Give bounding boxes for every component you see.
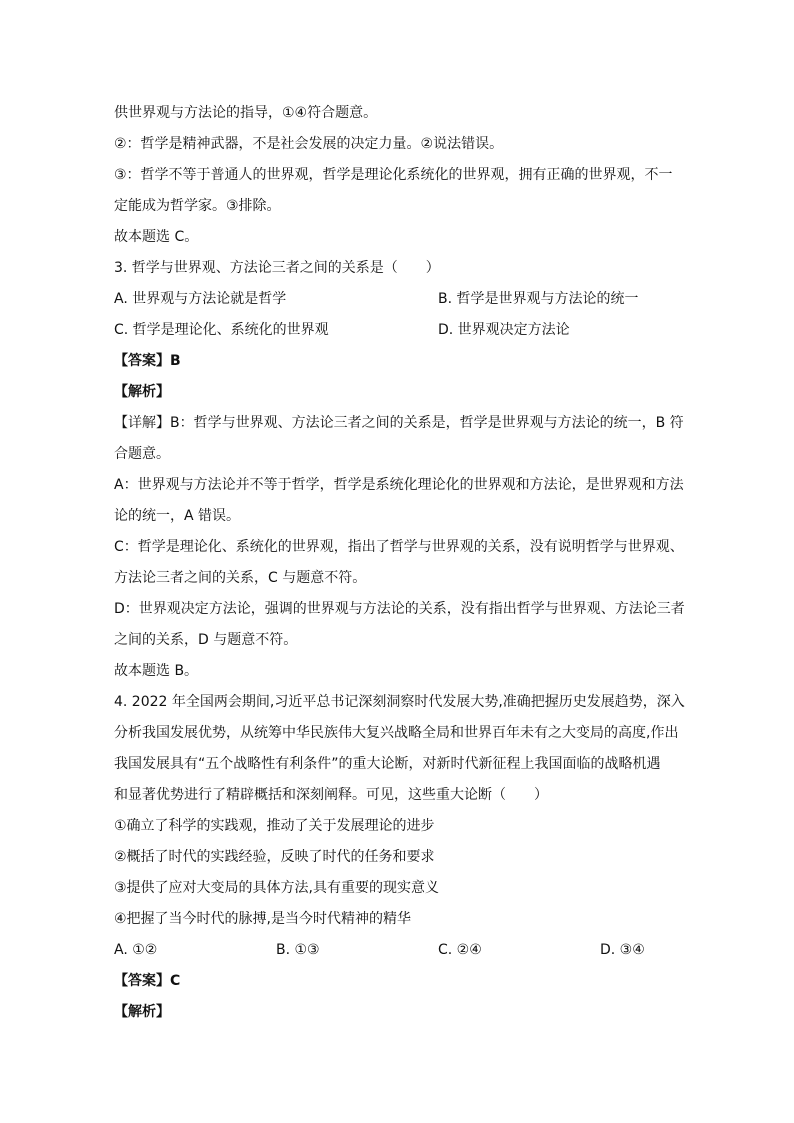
q4-option-c: C. ②④ <box>438 942 482 958</box>
prev-explanation-line: 供世界观与方法论的指导，①④符合题意。 <box>114 105 378 121</box>
q3-d-explanation: D：世界观决定方法论，强调的世界观与方法论的关系，没有指出哲学与世界观、方法论三者 <box>114 601 685 617</box>
prev-explanation-line: ②：哲学是精神武器，不是社会发展的决定力量。②说法错误。 <box>114 136 504 152</box>
q3-option-b: B. 哲学是世界观与方法论的统一 <box>438 291 639 307</box>
q4-statement-3: ③提供了应对大变局的具体方法,具有重要的现实意义 <box>114 880 439 896</box>
q4-option-a: A. ①② <box>114 942 158 958</box>
q3-a-explanation: A：世界观与方法论并不等于哲学，哲学是系统化理论化的世界观和方法论，是世界观和方法 <box>114 477 684 493</box>
prev-explanation-line: 定能成为哲学家。③排除。 <box>114 198 281 214</box>
q3-analysis-label: 【解析】 <box>114 384 170 400</box>
q4-option-d: D. ③④ <box>600 942 645 958</box>
q4-analysis-label: 【解析】 <box>114 1004 170 1020</box>
q4-statement-1: ①确立了科学的实践观，推动了关于发展理论的进步 <box>114 818 435 834</box>
q3-detail-line: 【详解】B：哲学与世界观、方法论三者之间的关系是，哲学是世界观与方法论的统一，B 符 <box>114 415 684 431</box>
prev-explanation-line: ③：哲学不等于普通人的世界观，哲学是理论化系统化的世界观，拥有正确的世界观，不一 <box>114 167 673 183</box>
q3-answer: 【答案】B <box>114 353 181 369</box>
q3-c-explanation: 方法论三者之间的关系，C 与题意不符。 <box>114 570 367 586</box>
q4-statement-4: ④把握了当今时代的脉搏,是当今时代精神的精华 <box>114 911 411 927</box>
q3-stem: 3. 哲学与世界观、方法论三者之间的关系是（ ） <box>114 260 440 276</box>
q3-conclusion: 故本题选 B。 <box>114 663 199 679</box>
q4-statement-2: ②概括了时代的实践经验，反映了时代的任务和要求 <box>114 849 435 865</box>
q3-option-c: C. 哲学是理论化、系统化的世界观 <box>114 322 329 338</box>
q3-option-d: D. 世界观决定方法论 <box>438 322 570 338</box>
q3-a-explanation: 论的统一，A 错误。 <box>114 508 241 524</box>
q4-stem-line: 分析我国发展优势，从统筹中华民族伟大复兴战略全局和世界百年未有之大变局的高度,作出 <box>114 725 679 741</box>
prev-conclusion: 故本题选 C。 <box>114 229 199 245</box>
q4-option-b: B. ①③ <box>276 942 320 958</box>
q4-stem-line: 4. 2022 年全国两会期间,习近平总书记深刻洞察时代发展大势,准确把握历史发展趋势，深入 <box>114 694 685 710</box>
q4-answer: 【答案】C <box>114 973 181 989</box>
q3-detail-line: 合题意。 <box>114 446 170 462</box>
q3-c-explanation: C：哲学是理论化、系统化的世界观，指出了哲学与世界观的关系，没有说明哲学与世界观、 <box>114 539 684 555</box>
q4-stem-line: 我国发展具有“五个战略性有利条件”的重大论断，对新时代新征程上我国面临的战略机遇 <box>114 756 661 772</box>
q4-stem-line: 和显著优势进行了精辟概括和深刻阐释。可见，这些重大论断（ ） <box>114 787 548 803</box>
q3-d-explanation: 之间的关系，D 与题意不符。 <box>114 632 298 648</box>
q3-option-a: A. 世界观与方法论就是哲学 <box>114 291 287 307</box>
